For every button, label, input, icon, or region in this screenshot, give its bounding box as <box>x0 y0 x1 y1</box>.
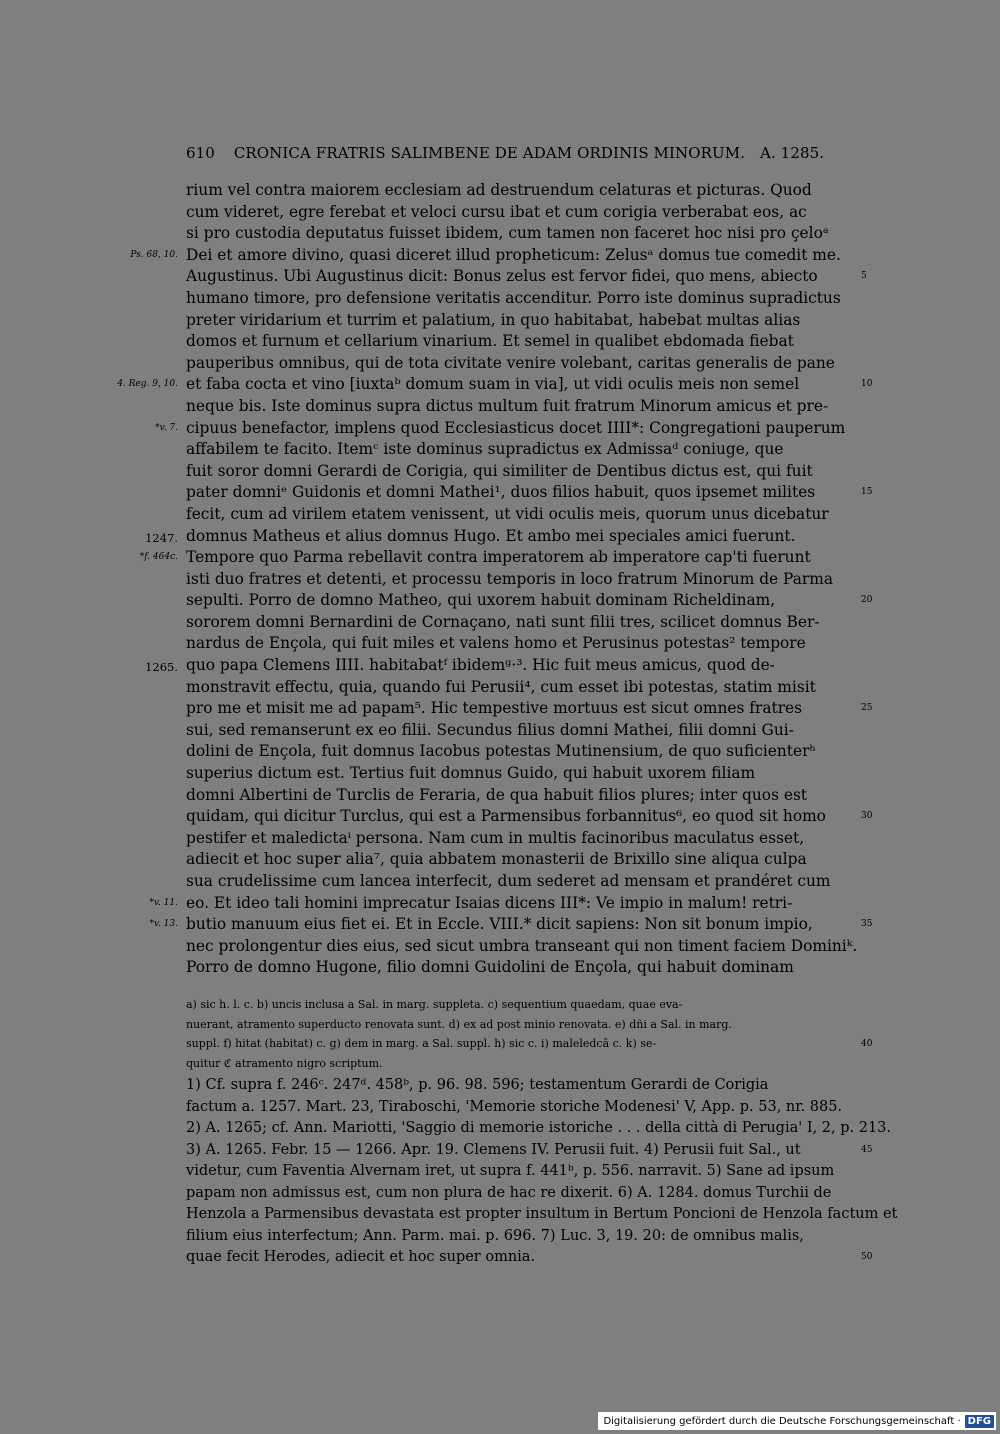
text-line: dolini de Ençola, fuit domnus Iacobus potestas Mutinensium, de quo suficienterʰ <box>186 742 817 761</box>
note-line: 2) A. 1265; cf. Ann. Mariotti, 'Saggio di memorie istoriche . . . della città di Perugia' I, 2, p. 213. <box>186 1120 892 1136</box>
note-line: videtur, cum Faventia Alvernam iret, ut supra f. 441ᵇ, p. 556. narravit. 5) Sane ad ipsum <box>186 1163 835 1179</box>
text-line: Augustinus. Ubi Augustinus dicit: Bonus zelus est fervor fidei, quo mens, abiecto <box>186 267 818 286</box>
text-line: isti duo fratres et detenti, et processu temporis in loco fratrum Minorum de Parma <box>186 569 834 588</box>
text-line: sua crudelissime cum lancea interfecit, dum sederet ad mensam et prandéret cum <box>186 872 831 890</box>
text-line: adiecit et hoc super alia⁷, quia abbatem monasterii de Brixillo sine aliqua culpa <box>186 850 807 869</box>
text-line: nec prolongentur dies eius, sed sicut umbra transeant qui non timent faciem Dominiᵏ. <box>186 936 858 955</box>
apparatus-line: a) sic h. l. c. b) uncis inclusa a Sal. in marg. suppleta. c) sequentium quaedam, quae eva- <box>186 998 683 1011</box>
text-line: humano timore, pro defensione veritatis accenditur. Porro iste dominus supradictus <box>186 288 841 307</box>
text-line: domos et furnum et cellarium vinarium. Et semel in qualibet ebdomada fiebat <box>186 332 794 351</box>
line-number: 5 <box>861 271 867 282</box>
critical-apparatus <box>186 995 856 1073</box>
note-line: filium eius interfectum; Ann. Parm. mai. p. 696. 7) Luc. 3, 19. 20: de omnibus malis, <box>186 1227 804 1244</box>
text-line: Porro de domno Hugone, filio domni Guidolini de Ençola, qui habuit dominam <box>186 958 794 977</box>
text-line: pestifer et maledictaⁱ persona. Nam cum in multis facinoribus maculatus esset, <box>186 828 805 847</box>
text-line: neque bis. Iste dominus supra dictus multum fuit fratrum Minorum amicus et pre- <box>186 396 829 415</box>
text-line: si pro custodia deputatus fuisset ibidem, cum tamen non faceret hoc nisi pro çeloᵃ <box>186 224 829 243</box>
text-line: Dei et amore divino, quasi diceret illud propheticum: Zelusᵃ domus tue comedit me. <box>186 245 841 264</box>
running-title: CRONICA FRATRIS SALIMBENE DE ADAM ORDINIS MINORUM. <box>233 144 746 162</box>
text-line: pro me et misit me ad papam⁵. Hic tempestive mortuus est sicut omnes fratres <box>186 699 803 718</box>
margin-reference: 1247. <box>145 530 178 545</box>
text-line: superius dictum est. Tertius fuit domnus Guido, qui habuit uxorem filiam <box>186 764 756 783</box>
margin-reference: 4. Reg. 9, 10. <box>117 379 178 390</box>
text-line: et faba cocta et vino [iuxtaᵇ domum suam in via], ut vidi oculis meis non semel <box>186 375 800 394</box>
margin-reference: 1265. <box>145 660 178 675</box>
margin-reference: *v. 7. <box>155 422 178 433</box>
line-number: 35 <box>861 919 873 930</box>
text-line: cum videret, egre ferebat et veloci cursu ibat et cum corigia verberabat eos, ac <box>186 202 807 221</box>
text-line: quidam, qui dicitur Turclus, qui est a Parmensibus forbannitus⁶, eo quod sit homo <box>186 807 826 826</box>
note-line: 1) Cf. supra f. 246ᶜ. 247ᵈ. 458ᵇ, p. 96. 98. 596; testamentum Gerardi de Corigia <box>186 1077 769 1093</box>
text-line: monstravit effectu, quia, quando fui Perusii⁴, cum esset ibi potestas, statim misit <box>186 677 816 696</box>
apparatus-line: suppl. f) hitat (habitat) c. g) dem in marg. a Sal. suppl. h) sic c. i) maleledcā c. k) se- <box>186 1037 657 1050</box>
apparatus-line: quitur ℭ atramento nigro scriptum. <box>186 1056 383 1070</box>
running-header <box>186 144 826 162</box>
note-line: papam non admissus est, cum non plura de hac re dixerit. 6) A. 1284. domus Turchii de <box>186 1184 832 1201</box>
text-line: sepulti. Porro de domno Matheo, qui uxorem habuit dominam Richeldinam, <box>186 591 776 610</box>
text-line: affabilem te facito. Itemᶜ iste dominus supradictus ex Admissaᵈ coniuge, que <box>186 440 784 459</box>
text-line: fecit, cum ad virilem etatem venissent, ut vidi oculis meis, quorum unus dicebatur <box>186 504 829 523</box>
text-line: Tempore quo Parma rebellavit contra imperatorem ab imperatore cap'ti fuerunt <box>186 548 811 567</box>
text-line: eo. Et ideo tali homini imprecatur Isaias dicens III*: Ve impio in malum! retri- <box>186 893 793 912</box>
text-line: nardus de Ençola, qui fuit miles et valens homo et Perusinus potestas² tempore <box>186 634 806 653</box>
line-number: 15 <box>861 487 873 498</box>
footer-text: Digitalisierung gefördert durch die Deutsche Forschungsgemeinschaft · <box>603 1415 961 1427</box>
text-line: fuit soror domni Gerardi de Corigia, qui similiter de Dentibus dictus est, qui fuit <box>186 461 813 480</box>
text-line: quo papa Clemens IIII. habitabatᶠ ibidemᵍ·³. Hic fuit meus amicus, quod de- <box>186 656 775 675</box>
dfg-logo: DFG <box>965 1415 994 1428</box>
note-line: factum a. 1257. Mart. 23, Tiraboschi, 'Memorie storiche Modenesi' V, App. p. 53, nr. 885. <box>186 1098 843 1115</box>
margin-reference: *v. 13. <box>149 919 178 930</box>
text-line: rium vel contra maiorem ecclesiam ad destruendum celaturas et picturas. Quod <box>186 181 812 199</box>
line-number: 40 <box>861 1039 873 1049</box>
text-line: preter viridarium et turrim et palatium, in quo habitabat, habebat multas alias <box>186 310 801 329</box>
line-number: 50 <box>861 1252 873 1262</box>
text-line: butio manuum eius fiet ei. Et in Eccle. VIII.* dicit sapiens: Non sit bonum impio, <box>186 915 813 934</box>
line-number: 10 <box>861 379 873 390</box>
note-line: 3) A. 1265. Febr. 15 — 1266. Apr. 19. Clemens IV. Perusii fuit. 4) Perusii fuit Sal., ut <box>186 1141 801 1158</box>
header-year: A. 1285. <box>760 144 825 162</box>
line-number: 20 <box>861 595 873 606</box>
line-number: 25 <box>861 703 873 714</box>
text-line: sororem domni Bernardini de Cornaçano, nati sunt filii tres, scilicet domnus Ber- <box>186 612 820 631</box>
apparatus-line: nuerant, atramento superducto renovata sunt. d) ex ad post minio renovata. e) dñi a Sal. in marg. <box>186 1017 732 1031</box>
margin-reference: *v. 11. <box>149 897 178 908</box>
page-number: 610 <box>186 144 215 162</box>
note-line: quae fecit Herodes, adiecit et hoc super omnia. <box>186 1249 536 1265</box>
text-line: pater domniᵉ Guidonis et domni Mathei¹, duos filios habuit, quos ipsemet milites <box>186 483 816 502</box>
text-line: cipuus benefactor, implens quod Ecclesiasticus docet IIII*: Congregationi pauperum <box>186 418 846 437</box>
line-number: 30 <box>861 811 873 822</box>
note-line: Henzola a Parmensibus devastata est propter insultum in Bertum Poncioni de Henzola factum et <box>186 1206 898 1222</box>
text-line: pauperibus omnibus, qui de tota civitate venire volebant, caritas generalis de pane <box>186 353 835 372</box>
text-line: sui, sed remanserunt ex eo filii. Secundus filius domni Mathei, filii domni Gui- <box>186 720 794 739</box>
dfg-footer[interactable] <box>598 1412 996 1430</box>
margin-reference: Ps. 68, 10. <box>130 249 178 260</box>
line-number: 45 <box>861 1144 873 1155</box>
margin-reference: *f. 464c. <box>139 552 178 563</box>
text-line: domnus Matheus et alius domnus Hugo. Et ambo mei speciales amici fuerunt. <box>186 526 796 545</box>
main-text <box>186 180 856 979</box>
text-line: domni Albertini de Turclis de Feraria, de qua habuit filios plures; inter quos est <box>186 785 808 804</box>
